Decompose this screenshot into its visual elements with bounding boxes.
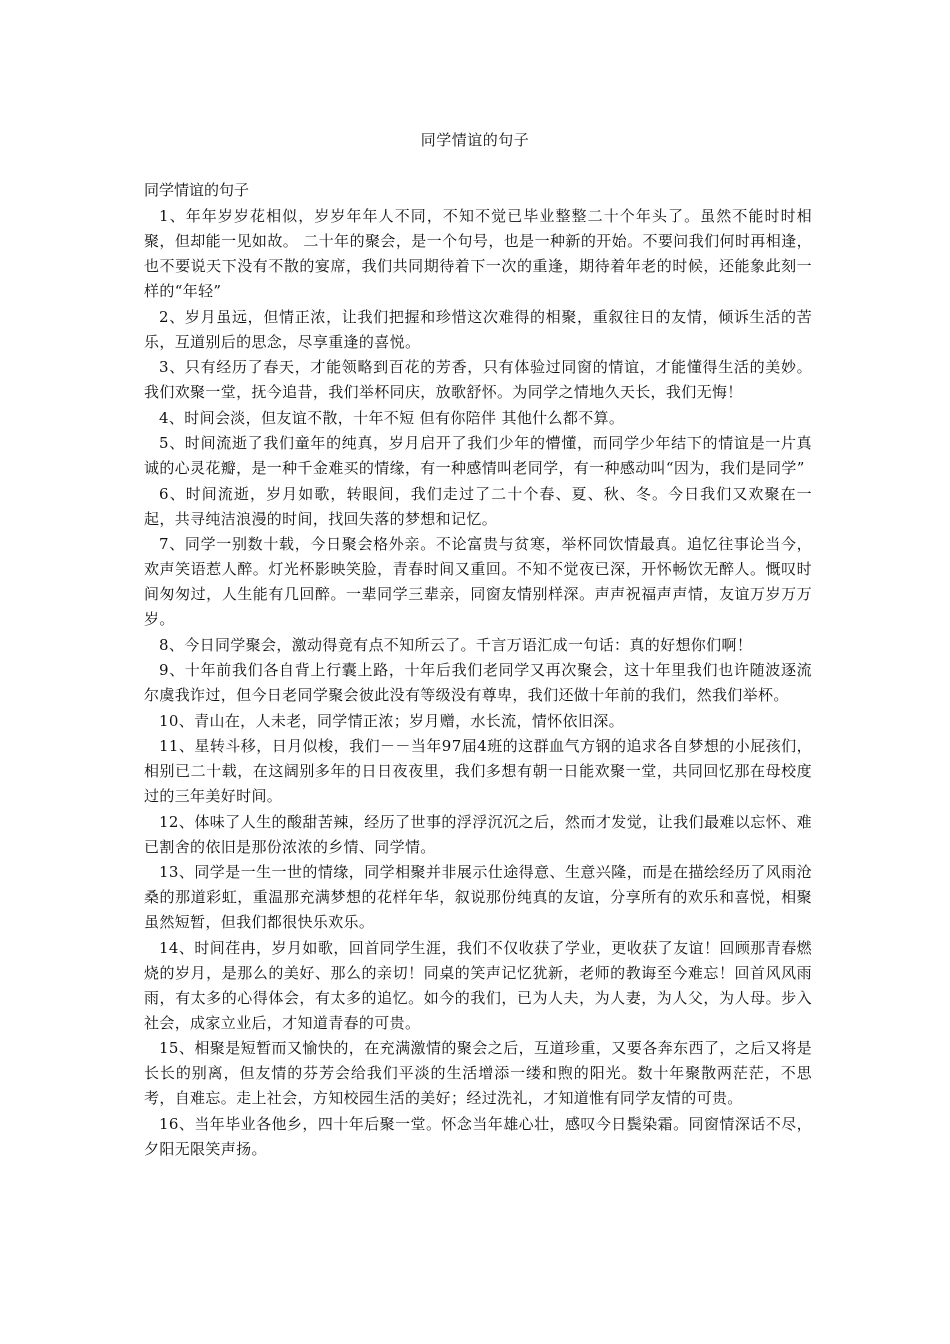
paragraph-12: 12、体味了人生的酸甜苦辣，经历了世事的浮浮沉沉之后，然而才发觉，让我们最难以忘怀、难已割舍的依旧是那份浓浓的乡情、同学情。 xyxy=(144,812,812,856)
paragraph-9: 9、十年前我们各自背上行囊上路，十年后我们老同学又再次聚会，这十年里我们也许随波逐流尔虞我诈过，但今日老同学聚会彼此没有等级没有尊卑，我们还做十年前的我们，然我们举杯。 xyxy=(144,661,812,704)
paragraph-10: 10、青山在，人未老，同学情正浓；岁月赠，水长流，情怀依旧深。 xyxy=(159,711,624,730)
paragraph-8: 8、今日同学聚会，激动得竟有点不知所云了。千言万语汇成一句话：真的好想你们啊！ xyxy=(159,635,753,654)
paragraph-5: 5、时间流逝了我们童年的纯真，岁月启开了我们少年的懵懂，而同学少年结下的情谊是一片真诚的心灵花瓣，是一种千金难买的情缘，有一种感情叫老同学，有一种感动叫“因为，我们是同学” xyxy=(144,434,812,477)
paragraph-2: 2、岁月虽远，但情正浓，让我们把握和珍惜这次难得的相聚，重叙往日的友情，倾诉生活的苦乐，互道别后的思念，尽享重逢的喜悦。 xyxy=(144,307,812,351)
document-title: 同学情谊的句子 xyxy=(420,131,530,149)
paragraph-3: 3、只有经历了春天，才能领略到百花的芳香，只有体验过同窗的情谊，才能懂得生活的美妙。我们欢聚一堂，抚今追昔，我们举杯同庆，放歌舒怀。为同学之情地久天长，我们无悔！ xyxy=(144,358,812,401)
paragraph-1: 1、年年岁岁花相似，岁岁年年人不同，不知不觉已毕业整整二十个年头了。虽然不能时时相聚，但却能一见如故。 二十年的聚会，是一个句号，也是一种新的开始。不要问我们何时再相逢，也不要说天下没有不散的宴席，我们共同期待着下一次的重逢，期待着年老的时候，还能象此刻一样的“年轻” xyxy=(144,207,812,300)
document-subtitle: 同学情谊的句子 xyxy=(144,181,250,199)
paragraph-6: 6、时间流逝，岁月如歌，转眼间，我们走过了二十个春、夏、秋、冬。今日我们又欢聚在一起，共寻纯洁浪漫的时间，找回失落的梦想和记忆。 xyxy=(144,484,812,528)
paragraph-4: 4、时间会淡，但友谊不散，十年不短 但有你陪伴 其他什么都不算。 xyxy=(159,408,625,427)
paragraph-14: 14、时间荏冉，岁月如歌，回首同学生涯，我们不仅收获了学业，更收获了友谊！回顾那青春燃烧的岁月，是那么的美好、那么的亲切！同桌的笑声记忆犹新，老师的教诲至今难忘！回首风风雨雨，有太多的心得体会，有太多的追忆。如今的我们，已为人夫，为人妻，为人父，为人母。步入社会，成家立业后，才知道青春的可贵。 xyxy=(144,938,812,1032)
paragraph-7: 7、同学一别数十载，今日聚会格外亲。不论富贵与贫寒，举杯同饮情最真。追忆往事论当今，欢声笑语惹人醉。灯光杯影映笑脸，青春时间又重回。不知不觉夜已深，开怀畅饮无醉人。慨叹时间匆匆过，人生能有几回醉。一辈同学三辈亲，同窗友情别样深。声声祝福声声情，友谊万岁万万岁。 xyxy=(144,535,812,628)
paragraph-16: 16、当年毕业各他乡，四十年后聚一堂。怀念当年雄心壮，感叹今日鬓染霜。同窗情深话不尽，夕阳无限笑声扬。 xyxy=(144,1114,812,1158)
paragraph-15: 15、相聚是短暂而又愉快的，在充满激情的聚会之后，互道珍重，又要各奔东西了，之后又将是长长的别离，但友情的芬芳会给我们平淡的生活增添一缕和煦的阳光。数十年聚散两茫茫，不思考，自难忘。走上社会，方知校园生活的美好；经过洗礼，才知道惟有同学友情的可贵。 xyxy=(144,1039,812,1107)
document-body xyxy=(144,178,812,1162)
paragraph-13: 13、同学是一生一世的情缘，同学相聚并非展示仕途得意、生意兴隆，而是在描绘经历了风雨沧桑的那道彩虹，重温那充满梦想的花样年华，叙说那份纯真的友谊，分享所有的欢乐和喜悦，相聚虽然短暂，但我们都很快乐欢乐。 xyxy=(144,863,812,931)
paragraph-11: 11、星转斗移，日月似梭，我们－－当年97届4班的这群血气方钢的追求各自梦想的小屁孩们，相别已二十载，在这阔别多年的日日夜夜里，我们多想有朝一日能欢聚一堂，共同回忆那在母校度过的三年美好时间。 xyxy=(144,737,812,805)
